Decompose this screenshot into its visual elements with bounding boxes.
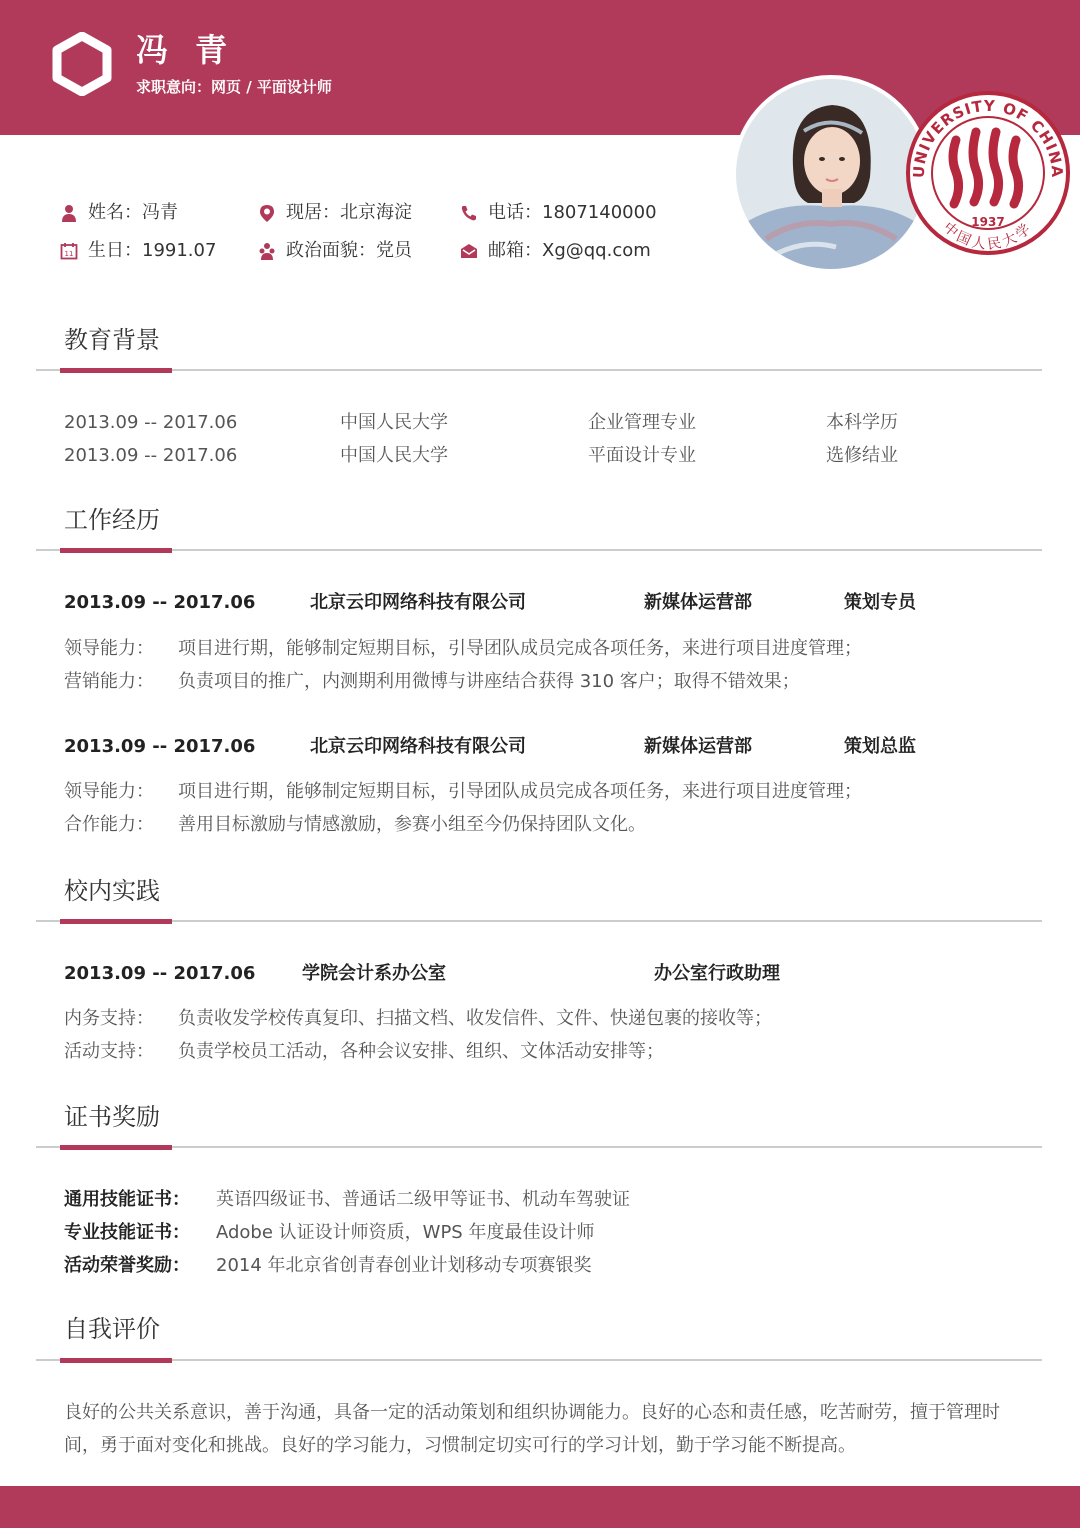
info-value: 冯青: [142, 202, 178, 223]
info-value: 党员: [376, 240, 412, 261]
info-name: [60, 200, 178, 226]
edu-major: 平面设计专业: [588, 445, 696, 466]
work-company: 北京云印网络科技有限公司: [310, 592, 526, 613]
person-icon: [60, 204, 78, 222]
section-accent-bar: [60, 548, 172, 553]
work-role: 策划总监: [844, 736, 916, 757]
info-label: 邮箱：: [488, 240, 542, 261]
edu-degree: 选修结业: [826, 445, 898, 466]
phone-icon: [460, 204, 478, 222]
info-label: 姓名：: [88, 202, 142, 223]
section-title-work: 工作经历: [64, 506, 160, 534]
info-birthday: [60, 238, 216, 264]
award-text: Adobe 认证设计师资质，WPS 年度最佳设计师: [216, 1222, 595, 1243]
footer-bar: [0, 1486, 1080, 1528]
info-value: 北京海淀: [340, 202, 412, 223]
info-value: 1807140000: [542, 202, 657, 223]
campus-period: 2013.09 -- 2017.06: [64, 963, 256, 984]
edu-major: 企业管理专业: [588, 412, 696, 433]
svg-text:11: 11: [64, 250, 74, 258]
section-accent-bar: [60, 1358, 172, 1363]
edu-period: 2013.09 -- 2017.06: [64, 445, 238, 466]
seal-bottom-text: 中国人民大学: [939, 219, 1037, 254]
info-email: [460, 238, 651, 264]
info-value: 1991.07: [142, 240, 217, 261]
campus-item-text: 负责学校员工活动，各种会议安排、组织、文体活动安排等；: [178, 1041, 664, 1062]
info-label: 政治面貌：: [286, 240, 376, 261]
work-company: 北京云印网络科技有限公司: [310, 736, 526, 757]
campus-role: 办公室行政助理: [654, 963, 780, 984]
info-phone: [460, 200, 657, 226]
work-dept: 新媒体运营部: [644, 736, 752, 757]
award-text: 英语四级证书、普通话二级甲等证书、机动车驾驶证: [216, 1189, 630, 1210]
work-item-text: 负责项目的推广，内测期利用微博与讲座结合获得 310 客户；取得不错效果；: [178, 671, 800, 692]
section-title-education: 教育背景: [64, 326, 160, 354]
self-evaluation-text: 良好的公共关系意识，善于沟通，具备一定的活动策划和组织协调能力。良好的心态和责任感，吃苦耐劳，擅于管理时间，勇于面对变化和挑战。良好的学习能力，习惯制定切实可行的学习计划，勤于学习能不断提高。: [64, 1402, 1000, 1456]
work-item-text: 善用目标激励与情感激励，参赛小组至今仍保持团队文化。: [178, 814, 646, 835]
work-item-label: 领导能力：: [64, 781, 154, 802]
section-title-awards: 证书奖励: [64, 1103, 160, 1131]
campus-item-label: 内务支持：: [64, 1008, 154, 1029]
award-label: 活动荣誉奖励：: [64, 1255, 190, 1276]
calendar-icon: [60, 242, 78, 260]
profile-photo: [732, 75, 930, 273]
section-divider: [36, 1359, 1042, 1361]
section-divider: [36, 1146, 1042, 1148]
university-seal-icon: [904, 80, 1070, 266]
info-political: [258, 238, 412, 264]
section-divider: [36, 920, 1042, 922]
award-text: 2014 年北京省创青春创业计划移动专项赛银奖: [216, 1255, 592, 1276]
job-intent: 求职意向：网页 / 平面设计师: [136, 78, 332, 96]
seal-year: 1937: [971, 215, 1005, 229]
work-item-label: 营销能力：: [64, 671, 154, 692]
award-label: 通用技能证书：: [64, 1189, 190, 1210]
edu-period: 2013.09 -- 2017.06: [64, 412, 238, 433]
campus-item-label: 活动支持：: [64, 1041, 154, 1062]
section-divider: [36, 369, 1042, 371]
work-dept: 新媒体运营部: [644, 592, 752, 613]
section-accent-bar: [60, 919, 172, 924]
info-label: 电话：: [488, 202, 542, 223]
work-item-label: 领导能力：: [64, 638, 154, 659]
group-icon: [258, 242, 276, 260]
info-label: 现居：: [286, 202, 340, 223]
work-period: 2013.09 -- 2017.06: [64, 592, 256, 613]
work-item-label: 合作能力：: [64, 814, 154, 835]
location-pin-icon: [258, 204, 276, 222]
hexagon-logo-icon: [52, 32, 112, 96]
info-value: Xg@qq.com: [542, 240, 651, 261]
edu-degree: 本科学历: [826, 412, 898, 433]
section-accent-bar: [60, 368, 172, 373]
work-item-text: 项目进行期，能够制定短期目标，引导团队成员完成各项任务，来进行项目进度管理；: [178, 638, 862, 659]
section-title-self: 自我评价: [64, 1315, 160, 1343]
work-item-text: 项目进行期，能够制定短期目标，引导团队成员完成各项任务，来进行项目进度管理；: [178, 781, 862, 802]
section-title-campus: 校内实践: [64, 877, 160, 905]
seal-top-text: UNIVERSITY OF CHINA: [909, 96, 1067, 179]
work-role: 策划专员: [844, 592, 916, 613]
edu-school: 中国人民大学: [340, 445, 448, 466]
section-accent-bar: [60, 1145, 172, 1150]
award-label: 专业技能证书：: [64, 1222, 190, 1243]
info-residence: [258, 200, 412, 226]
mail-icon: [460, 242, 478, 260]
candidate-name: 冯 青: [136, 31, 236, 69]
campus-item-text: 负责收发学校传真复印、扫描文档、收发信件、文件、快递包裹的接收等；: [178, 1008, 772, 1029]
section-divider: [36, 549, 1042, 551]
edu-school: 中国人民大学: [340, 412, 448, 433]
work-period: 2013.09 -- 2017.06: [64, 736, 256, 757]
campus-org: 学院会计系办公室: [302, 963, 446, 984]
info-label: 生日：: [88, 240, 142, 261]
